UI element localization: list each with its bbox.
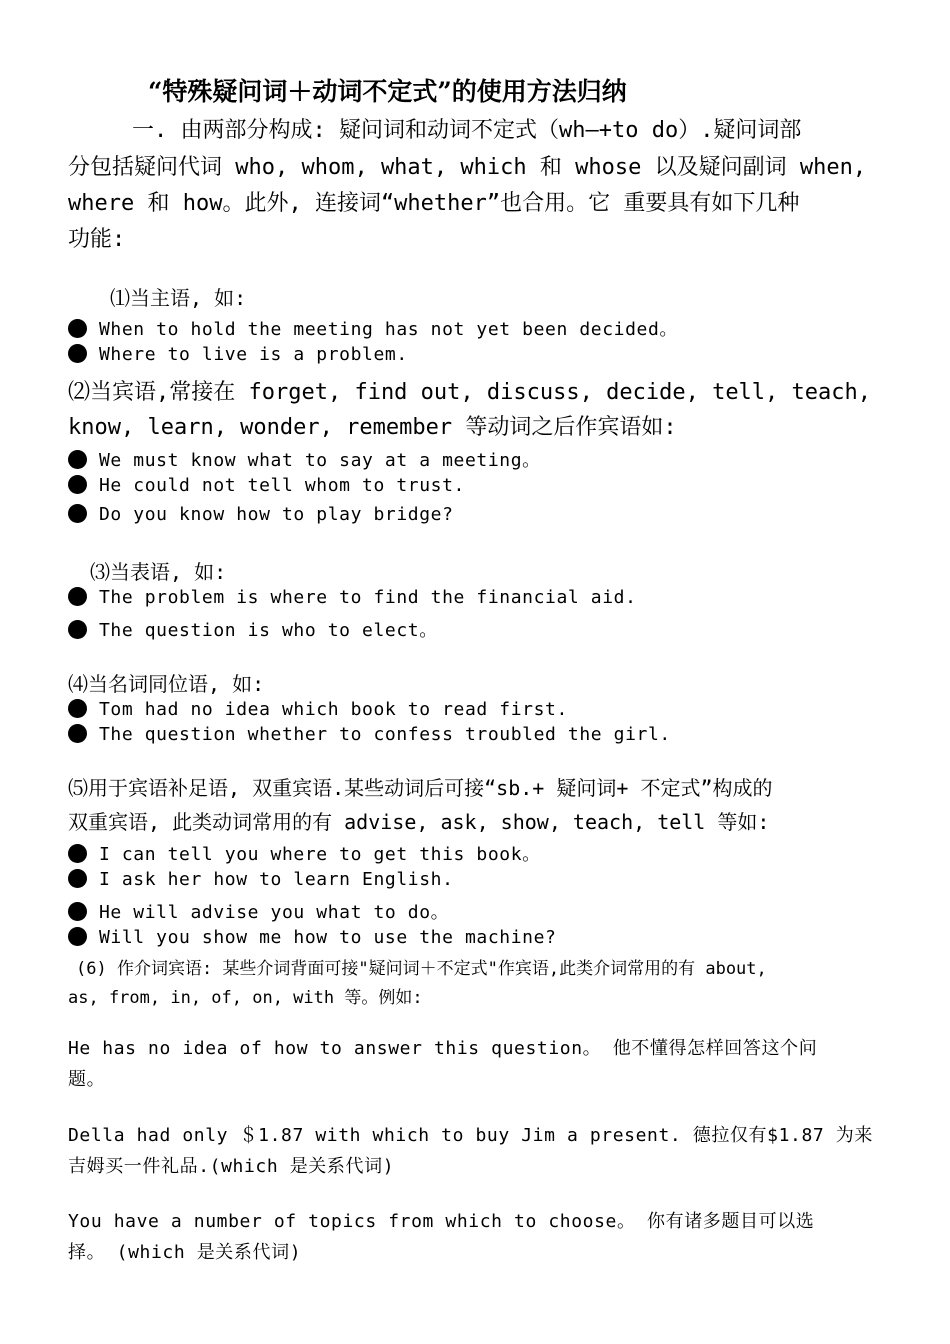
section-4-example-1 — [68, 699, 568, 720]
section-5-example-4 — [68, 927, 556, 948]
section-5-example-3 — [68, 898, 449, 924]
example-text: The question whether to confess troubled the girl. — [99, 724, 671, 745]
section-5-line-1: ⑸用于宾语补足语, 双重宾语.某些动词后可接“sb.+ 疑问词+ 不定式”构成的 — [68, 776, 773, 800]
section-3-example-2 — [68, 616, 438, 642]
example-text: Tom had no idea which book to read first. — [99, 699, 568, 720]
bullet-icon — [68, 927, 87, 946]
example-text: I can tell you where to get this book。 — [99, 844, 541, 865]
bullet-icon — [68, 724, 87, 743]
bullet-icon — [68, 475, 87, 494]
bullet-icon — [68, 902, 87, 921]
intro-line-3: where 和 how。此外, 连接词“whether”也合用。它 重要具有如下几种 — [68, 191, 800, 216]
section-5-example-2 — [68, 869, 454, 890]
section-2-example-2 — [68, 475, 465, 496]
bullet-icon — [68, 319, 87, 338]
section-1-example-1 — [68, 315, 678, 341]
example-text: Do you know how to play bridge? — [99, 504, 454, 525]
bullet-icon — [68, 504, 87, 523]
section-1-example-2 — [68, 344, 408, 365]
paragraph-1-line-2: 题。 — [68, 1069, 106, 1090]
section-2-line-1: ⑵当宾语,常接在 forget, find out, discuss, decide, tell, teach, — [68, 380, 872, 405]
section-3-heading: ⑶当表语, 如: — [90, 560, 227, 584]
example-text: Where to live is a problem. — [99, 344, 408, 365]
bullet-icon — [68, 869, 87, 888]
paragraph-3-line-2: 择。 (which 是关系代词) — [68, 1242, 302, 1263]
bullet-icon — [68, 699, 87, 718]
paragraph-1-line-1: He has no idea of how to answer this question。 他不懂得怎样回答这个问 — [68, 1038, 818, 1059]
paragraph-3-line-1: You have a number of topics from which to choose。 你有诸多题目可以选 — [68, 1211, 815, 1232]
section-6-line-2: as, from, in, of, on, with 等。例如: — [68, 988, 423, 1008]
page-title: “特殊疑问词＋动词不定式”的使用方法归纳 — [148, 77, 627, 106]
section-5-line-2: 双重宾语, 此类动词常用的有 advise, ask, show, teach, tell 等如: — [68, 810, 770, 834]
example-text: The question is who to elect。 — [99, 620, 438, 641]
example-text: We must know what to say at a meeting。 — [99, 450, 541, 471]
section-4-example-2 — [68, 724, 671, 745]
paragraph-2-line-1: Della had only ＄1.87 with which to buy Jim a present. 德拉仅有$1.87 为来 — [68, 1125, 873, 1146]
section-2-line-2: know, learn, wonder, remember 等动词之后作宾语如: — [68, 415, 677, 440]
bullet-icon — [68, 450, 87, 469]
bullet-icon — [68, 587, 87, 606]
section-4-heading: ⑷当名词同位语, 如: — [68, 672, 265, 696]
paragraph-2-line-2: 吉姆买一件礼品.(which 是关系代词) — [68, 1156, 395, 1177]
bullet-icon — [68, 344, 87, 363]
section-2-example-3 — [68, 504, 454, 525]
example-text: I ask her how to learn English. — [99, 869, 454, 890]
example-text: The problem is where to find the financial aid. — [99, 587, 637, 608]
intro-line-2: 分包括疑问代词 who, whom, what, which 和 whose 以及疑问副词 when, — [68, 155, 867, 180]
intro-line-4: 功能: — [68, 227, 126, 252]
intro-line-1: 一. 由两部分构成: 疑问词和动词不定式（wh—+to do）.疑问词部 — [132, 118, 802, 143]
example-text: When to hold the meeting has not yet been decided。 — [99, 319, 679, 340]
bullet-icon — [68, 620, 87, 639]
example-text: Will you show me how to use the machine? — [99, 927, 557, 948]
section-6-line-1: (6) 作介词宾语: 某些介词背面可接"疑问词＋不定式"作宾语,此类介词常用的有 about, — [76, 959, 767, 979]
section-5-example-1 — [68, 840, 541, 866]
example-text: He will advise you what to do。 — [99, 902, 450, 923]
section-3-example-1 — [68, 587, 637, 608]
section-2-example-1 — [68, 446, 541, 472]
section-1-heading: ⑴当主语, 如: — [110, 286, 247, 310]
bullet-icon — [68, 844, 87, 863]
example-text: He could not tell whom to trust. — [99, 475, 465, 496]
